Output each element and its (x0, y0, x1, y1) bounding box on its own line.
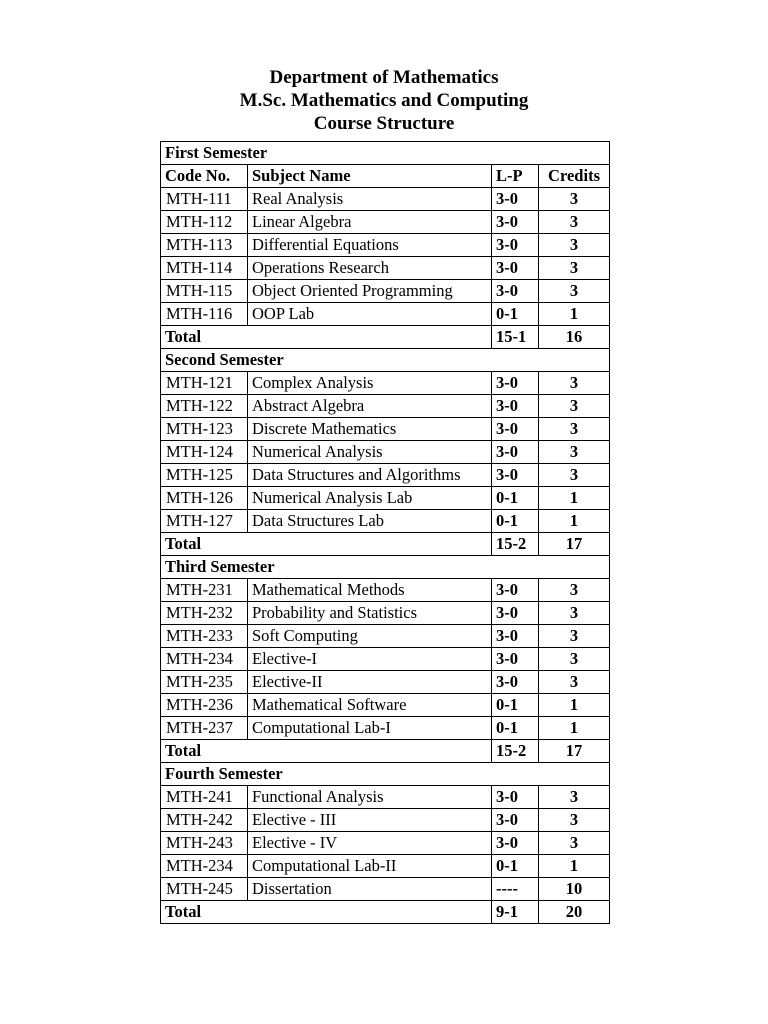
course-name: Elective-I (248, 648, 492, 671)
course-row (161, 717, 610, 740)
document-header (0, 66, 768, 135)
course-row (161, 303, 610, 326)
course-lp: 3-0 (492, 464, 539, 487)
total-lp: 15-2 (492, 533, 539, 556)
course-lp: 3-0 (492, 625, 539, 648)
course-lp: 3-0 (492, 671, 539, 694)
course-credits: 10 (539, 878, 610, 901)
course-row (161, 211, 610, 234)
course-code: MTH-235 (161, 671, 248, 694)
course-name: Object Oriented Programming (248, 280, 492, 303)
total-credits: 17 (539, 740, 610, 763)
course-lp: 3-0 (492, 395, 539, 418)
program-title: M.Sc. Mathematics and Computing (239, 90, 529, 111)
course-code: MTH-233 (161, 625, 248, 648)
course-row (161, 234, 610, 257)
semester-title: First Semester (161, 142, 610, 165)
course-code: MTH-123 (161, 418, 248, 441)
course-table-body (161, 142, 610, 924)
course-row (161, 694, 610, 717)
course-credits: 3 (539, 257, 610, 280)
course-name: Elective-II (248, 671, 492, 694)
course-name: Abstract Algebra (248, 395, 492, 418)
course-row (161, 441, 610, 464)
total-credits: 16 (539, 326, 610, 349)
course-lp: 0-1 (492, 487, 539, 510)
course-code: MTH-231 (161, 579, 248, 602)
course-lp: 3-0 (492, 418, 539, 441)
course-code: MTH-114 (161, 257, 248, 280)
total-label: Total (161, 326, 492, 349)
course-lp: 3-0 (492, 257, 539, 280)
course-row (161, 809, 610, 832)
course-row (161, 855, 610, 878)
course-structure-table (160, 141, 610, 924)
course-name: Mathematical Methods (248, 579, 492, 602)
course-row (161, 648, 610, 671)
course-code: MTH-127 (161, 510, 248, 533)
course-code: MTH-126 (161, 487, 248, 510)
subject-column-header: Subject Name (248, 165, 492, 188)
course-row (161, 786, 610, 809)
course-code: MTH-237 (161, 717, 248, 740)
course-row (161, 280, 610, 303)
course-row (161, 671, 610, 694)
semester-title: Second Semester (161, 349, 610, 372)
total-credits: 17 (539, 533, 610, 556)
course-row (161, 395, 610, 418)
total-label: Total (161, 901, 492, 924)
course-lp: 3-0 (492, 188, 539, 211)
course-code: MTH-234 (161, 855, 248, 878)
course-lp: 0-1 (492, 694, 539, 717)
course-name: OOP Lab (248, 303, 492, 326)
total-lp: 15-1 (492, 326, 539, 349)
course-lp: 0-1 (492, 510, 539, 533)
course-name: Elective - IV (248, 832, 492, 855)
course-credits: 3 (539, 418, 610, 441)
course-lp: 0-1 (492, 717, 539, 740)
total-label: Total (161, 533, 492, 556)
course-name: Operations Research (248, 257, 492, 280)
total-lp: 15-2 (492, 740, 539, 763)
course-credits: 3 (539, 234, 610, 257)
credits-column-header: Credits (539, 165, 610, 188)
course-name: Soft Computing (248, 625, 492, 648)
course-code: MTH-116 (161, 303, 248, 326)
course-credits: 3 (539, 280, 610, 303)
course-credits: 1 (539, 855, 610, 878)
course-lp: 3-0 (492, 809, 539, 832)
course-name: Dissertation (248, 878, 492, 901)
course-credits: 3 (539, 832, 610, 855)
course-row (161, 188, 610, 211)
course-name: Computational Lab-I (248, 717, 492, 740)
lp-column-header: L-P (492, 165, 539, 188)
course-credits: 3 (539, 579, 610, 602)
course-credits: 3 (539, 671, 610, 694)
course-name: Numerical Analysis Lab (248, 487, 492, 510)
course-code: MTH-241 (161, 786, 248, 809)
semester-title: Fourth Semester (161, 763, 610, 786)
course-lp: 0-1 (492, 303, 539, 326)
course-code: MTH-113 (161, 234, 248, 257)
course-row (161, 487, 610, 510)
course-lp: 3-0 (492, 602, 539, 625)
department-title: Department of Mathematics (269, 67, 499, 88)
course-lp: 3-0 (492, 648, 539, 671)
course-credits: 1 (539, 303, 610, 326)
course-row (161, 464, 610, 487)
course-credits: 3 (539, 395, 610, 418)
course-code: MTH-125 (161, 464, 248, 487)
column-header-row (161, 165, 610, 188)
course-credits: 3 (539, 786, 610, 809)
semester-heading-row (161, 349, 610, 372)
course-code: MTH-111 (161, 188, 248, 211)
course-row (161, 418, 610, 441)
course-credits: 3 (539, 602, 610, 625)
course-name: Complex Analysis (248, 372, 492, 395)
course-code: MTH-122 (161, 395, 248, 418)
course-credits: 1 (539, 487, 610, 510)
course-lp: 3-0 (492, 832, 539, 855)
course-lp: 3-0 (492, 441, 539, 464)
course-code: MTH-243 (161, 832, 248, 855)
course-credits: 3 (539, 188, 610, 211)
course-code: MTH-124 (161, 441, 248, 464)
course-row (161, 510, 610, 533)
course-name: Numerical Analysis (248, 441, 492, 464)
course-name: Discrete Mathematics (248, 418, 492, 441)
course-row (161, 602, 610, 625)
course-code: MTH-115 (161, 280, 248, 303)
course-structure-title: Course Structure (313, 113, 455, 134)
course-name: Probability and Statistics (248, 602, 492, 625)
course-code: MTH-232 (161, 602, 248, 625)
course-name: Linear Algebra (248, 211, 492, 234)
course-credits: 3 (539, 809, 610, 832)
course-credits: 1 (539, 510, 610, 533)
semester-total-row (161, 326, 610, 349)
course-code: MTH-234 (161, 648, 248, 671)
course-code: MTH-121 (161, 372, 248, 395)
course-lp: 3-0 (492, 211, 539, 234)
course-name: Data Structures Lab (248, 510, 492, 533)
course-name: Computational Lab-II (248, 855, 492, 878)
course-row (161, 257, 610, 280)
semester-heading-row (161, 142, 610, 165)
course-code: MTH-245 (161, 878, 248, 901)
course-row (161, 372, 610, 395)
course-credits: 3 (539, 648, 610, 671)
course-lp: ---- (492, 878, 539, 901)
course-lp: 3-0 (492, 579, 539, 602)
course-name: Data Structures and Algorithms (248, 464, 492, 487)
course-name: Real Analysis (248, 188, 492, 211)
semester-title: Third Semester (161, 556, 610, 579)
semester-heading-row (161, 556, 610, 579)
course-lp: 0-1 (492, 855, 539, 878)
semester-total-row (161, 740, 610, 763)
course-row (161, 878, 610, 901)
course-credits: 3 (539, 372, 610, 395)
semester-heading-row (161, 763, 610, 786)
course-credits: 3 (539, 441, 610, 464)
course-lp: 3-0 (492, 786, 539, 809)
course-code: MTH-242 (161, 809, 248, 832)
course-row (161, 579, 610, 602)
total-lp: 9-1 (492, 901, 539, 924)
course-name: Functional Analysis (248, 786, 492, 809)
course-credits: 1 (539, 717, 610, 740)
course-name: Elective - III (248, 809, 492, 832)
course-credits: 3 (539, 211, 610, 234)
code-column-header: Code No. (161, 165, 248, 188)
course-code: MTH-112 (161, 211, 248, 234)
course-name: Mathematical Software (248, 694, 492, 717)
course-credits: 3 (539, 464, 610, 487)
course-credits: 3 (539, 625, 610, 648)
total-credits: 20 (539, 901, 610, 924)
course-row (161, 832, 610, 855)
semester-total-row (161, 533, 610, 556)
course-lp: 3-0 (492, 372, 539, 395)
course-credits: 1 (539, 694, 610, 717)
course-lp: 3-0 (492, 280, 539, 303)
course-lp: 3-0 (492, 234, 539, 257)
semester-total-row (161, 901, 610, 924)
course-row (161, 625, 610, 648)
course-name: Differential Equations (248, 234, 492, 257)
total-label: Total (161, 740, 492, 763)
course-code: MTH-236 (161, 694, 248, 717)
